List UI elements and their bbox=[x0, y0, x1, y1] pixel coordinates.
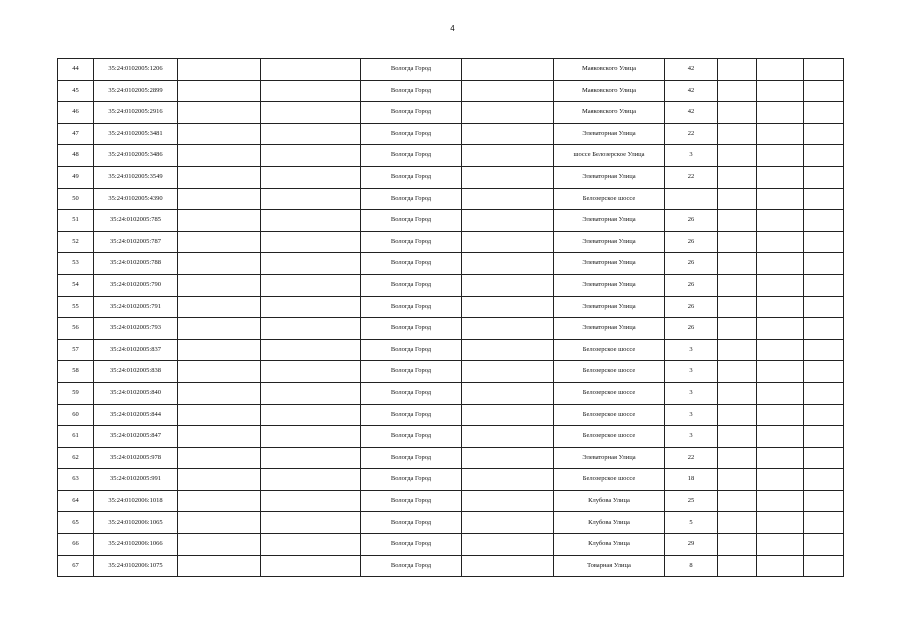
empty-cell bbox=[462, 512, 554, 534]
empty-cell bbox=[178, 296, 261, 318]
empty-cell bbox=[178, 166, 261, 188]
empty-cell bbox=[718, 318, 757, 340]
empty-cell bbox=[178, 231, 261, 253]
empty-cell bbox=[178, 102, 261, 124]
row-number-cell: 44 bbox=[58, 59, 94, 81]
street-cell: Маяковского Улица bbox=[554, 59, 665, 81]
street-cell: Элеваторная Улица bbox=[554, 274, 665, 296]
empty-cell bbox=[804, 253, 844, 275]
empty-cell bbox=[718, 361, 757, 383]
row-number-cell: 46 bbox=[58, 102, 94, 124]
empty-cell bbox=[757, 274, 804, 296]
empty-cell bbox=[804, 210, 844, 232]
empty-cell bbox=[462, 102, 554, 124]
street-cell: Элеваторная Улица bbox=[554, 296, 665, 318]
row-number-cell: 53 bbox=[58, 253, 94, 275]
empty-cell bbox=[757, 231, 804, 253]
street-cell: Белозерское шоссе bbox=[554, 469, 665, 491]
table-row bbox=[58, 166, 844, 188]
empty-cell bbox=[804, 361, 844, 383]
empty-cell bbox=[462, 555, 554, 577]
cadastral-number-cell: 35:24:0102005:978 bbox=[94, 447, 178, 469]
empty-cell bbox=[178, 253, 261, 275]
table-row bbox=[58, 145, 844, 167]
street-cell: шоссе Белозерское Улица bbox=[554, 145, 665, 167]
locality-cell: Вологда Город bbox=[361, 210, 462, 232]
empty-cell bbox=[261, 231, 361, 253]
locality-cell: Вологда Город bbox=[361, 382, 462, 404]
empty-cell bbox=[804, 382, 844, 404]
row-number-cell: 58 bbox=[58, 361, 94, 383]
row-number-cell: 56 bbox=[58, 318, 94, 340]
empty-cell bbox=[462, 534, 554, 556]
empty-cell bbox=[462, 145, 554, 167]
table-row bbox=[58, 426, 844, 448]
row-number-cell: 45 bbox=[58, 80, 94, 102]
street-cell: Элеваторная Улица bbox=[554, 318, 665, 340]
empty-cell bbox=[261, 382, 361, 404]
empty-cell bbox=[718, 188, 757, 210]
empty-cell bbox=[757, 447, 804, 469]
table-row bbox=[58, 447, 844, 469]
cadastral-number-cell: 35:24:0102005:840 bbox=[94, 382, 178, 404]
empty-cell bbox=[757, 555, 804, 577]
table-row bbox=[58, 512, 844, 534]
empty-cell bbox=[804, 145, 844, 167]
empty-cell bbox=[804, 123, 844, 145]
cadastral-number-cell: 35:24:0102005:4390 bbox=[94, 188, 178, 210]
locality-cell: Вологда Город bbox=[361, 59, 462, 81]
house-number-cell: 3 bbox=[665, 145, 718, 167]
locality-cell: Вологда Город bbox=[361, 469, 462, 491]
empty-cell bbox=[718, 296, 757, 318]
page-number: 4 bbox=[450, 24, 455, 33]
cadastral-table bbox=[57, 58, 844, 577]
cadastral-number-cell: 35:24:0102005:791 bbox=[94, 296, 178, 318]
empty-cell bbox=[178, 318, 261, 340]
empty-cell bbox=[804, 426, 844, 448]
locality-cell: Вологда Город bbox=[361, 534, 462, 556]
empty-cell bbox=[718, 59, 757, 81]
house-number-cell: 22 bbox=[665, 123, 718, 145]
empty-cell bbox=[261, 447, 361, 469]
empty-cell bbox=[261, 166, 361, 188]
row-number-cell: 64 bbox=[58, 490, 94, 512]
empty-cell bbox=[462, 253, 554, 275]
empty-cell bbox=[718, 404, 757, 426]
empty-cell bbox=[804, 318, 844, 340]
house-number-cell: 3 bbox=[665, 339, 718, 361]
empty-cell bbox=[718, 253, 757, 275]
empty-cell bbox=[804, 490, 844, 512]
empty-cell bbox=[718, 102, 757, 124]
empty-cell bbox=[757, 404, 804, 426]
empty-cell bbox=[757, 166, 804, 188]
row-number-cell: 67 bbox=[58, 555, 94, 577]
empty-cell bbox=[462, 490, 554, 512]
empty-cell bbox=[261, 404, 361, 426]
empty-cell bbox=[178, 512, 261, 534]
cadastral-number-cell: 35:24:0102006:1018 bbox=[94, 490, 178, 512]
empty-cell bbox=[804, 512, 844, 534]
empty-cell bbox=[261, 210, 361, 232]
street-cell: Товарная Улица bbox=[554, 555, 665, 577]
locality-cell: Вологда Город bbox=[361, 490, 462, 512]
table-body bbox=[58, 59, 844, 577]
street-cell: Элеваторная Улица bbox=[554, 166, 665, 188]
locality-cell: Вологда Город bbox=[361, 166, 462, 188]
cadastral-number-cell: 35:24:0102005:785 bbox=[94, 210, 178, 232]
empty-cell bbox=[178, 80, 261, 102]
street-cell: Элеваторная Улица bbox=[554, 447, 665, 469]
table-row bbox=[58, 318, 844, 340]
empty-cell bbox=[178, 210, 261, 232]
house-number-cell: 3 bbox=[665, 361, 718, 383]
empty-cell bbox=[178, 59, 261, 81]
house-number-cell: 26 bbox=[665, 296, 718, 318]
empty-cell bbox=[462, 469, 554, 491]
empty-cell bbox=[178, 555, 261, 577]
table-row bbox=[58, 188, 844, 210]
table-row bbox=[58, 274, 844, 296]
empty-cell bbox=[718, 123, 757, 145]
empty-cell bbox=[462, 210, 554, 232]
street-cell: Клубова Улица bbox=[554, 512, 665, 534]
table-row bbox=[58, 59, 844, 81]
empty-cell bbox=[804, 80, 844, 102]
locality-cell: Вологда Город bbox=[361, 426, 462, 448]
house-number-cell: 29 bbox=[665, 534, 718, 556]
cadastral-number-cell: 35:24:0102005:847 bbox=[94, 426, 178, 448]
locality-cell: Вологда Город bbox=[361, 361, 462, 383]
cadastral-number-cell: 35:24:0102005:3549 bbox=[94, 166, 178, 188]
empty-cell bbox=[178, 274, 261, 296]
empty-cell bbox=[178, 382, 261, 404]
cadastral-number-cell: 35:24:0102005:2899 bbox=[94, 80, 178, 102]
table-row bbox=[58, 404, 844, 426]
house-number-cell: 8 bbox=[665, 555, 718, 577]
house-number-cell bbox=[665, 188, 718, 210]
locality-cell: Вологда Город bbox=[361, 231, 462, 253]
house-number-cell: 26 bbox=[665, 231, 718, 253]
empty-cell bbox=[462, 361, 554, 383]
house-number-cell: 22 bbox=[665, 447, 718, 469]
cadastral-number-cell: 35:24:0102005:3481 bbox=[94, 123, 178, 145]
empty-cell bbox=[261, 512, 361, 534]
empty-cell bbox=[178, 123, 261, 145]
empty-cell bbox=[462, 318, 554, 340]
empty-cell bbox=[462, 382, 554, 404]
locality-cell: Вологда Город bbox=[361, 512, 462, 534]
table-row bbox=[58, 231, 844, 253]
table-row bbox=[58, 296, 844, 318]
street-cell: Белозерское шоссе bbox=[554, 188, 665, 210]
empty-cell bbox=[261, 102, 361, 124]
locality-cell: Вологда Город bbox=[361, 447, 462, 469]
locality-cell: Вологда Город bbox=[361, 145, 462, 167]
row-number-cell: 62 bbox=[58, 447, 94, 469]
empty-cell bbox=[718, 80, 757, 102]
row-number-cell: 47 bbox=[58, 123, 94, 145]
locality-cell: Вологда Город bbox=[361, 188, 462, 210]
locality-cell: Вологда Город bbox=[361, 296, 462, 318]
table-row bbox=[58, 102, 844, 124]
empty-cell bbox=[757, 339, 804, 361]
row-number-cell: 52 bbox=[58, 231, 94, 253]
empty-cell bbox=[178, 469, 261, 491]
row-number-cell: 51 bbox=[58, 210, 94, 232]
empty-cell bbox=[462, 231, 554, 253]
empty-cell bbox=[178, 404, 261, 426]
empty-cell bbox=[757, 80, 804, 102]
cadastral-number-cell: 35:24:0102005:2916 bbox=[94, 102, 178, 124]
empty-cell bbox=[261, 59, 361, 81]
row-number-cell: 57 bbox=[58, 339, 94, 361]
empty-cell bbox=[462, 59, 554, 81]
empty-cell bbox=[462, 404, 554, 426]
row-number-cell: 49 bbox=[58, 166, 94, 188]
empty-cell bbox=[718, 555, 757, 577]
table-row bbox=[58, 382, 844, 404]
empty-cell bbox=[261, 145, 361, 167]
empty-cell bbox=[718, 490, 757, 512]
house-number-cell: 3 bbox=[665, 426, 718, 448]
cadastral-number-cell: 35:24:0102005:790 bbox=[94, 274, 178, 296]
empty-cell bbox=[757, 534, 804, 556]
empty-cell bbox=[261, 361, 361, 383]
empty-cell bbox=[757, 318, 804, 340]
cadastral-number-cell: 35:24:0102005:3486 bbox=[94, 145, 178, 167]
empty-cell bbox=[804, 274, 844, 296]
house-number-cell: 26 bbox=[665, 274, 718, 296]
table-row bbox=[58, 490, 844, 512]
empty-cell bbox=[804, 534, 844, 556]
house-number-cell: 26 bbox=[665, 210, 718, 232]
street-cell: Клубова Улица bbox=[554, 534, 665, 556]
empty-cell bbox=[757, 210, 804, 232]
cadastral-number-cell: 35:24:0102005:1206 bbox=[94, 59, 178, 81]
locality-cell: Вологда Город bbox=[361, 555, 462, 577]
empty-cell bbox=[462, 123, 554, 145]
house-number-cell: 3 bbox=[665, 382, 718, 404]
locality-cell: Вологда Город bbox=[361, 123, 462, 145]
street-cell: Маяковского Улица bbox=[554, 80, 665, 102]
row-number-cell: 48 bbox=[58, 145, 94, 167]
row-number-cell: 50 bbox=[58, 188, 94, 210]
locality-cell: Вологда Город bbox=[361, 80, 462, 102]
empty-cell bbox=[718, 382, 757, 404]
cadastral-number-cell: 35:24:0102005:793 bbox=[94, 318, 178, 340]
empty-cell bbox=[178, 426, 261, 448]
empty-cell bbox=[718, 274, 757, 296]
empty-cell bbox=[178, 490, 261, 512]
empty-cell bbox=[757, 123, 804, 145]
empty-cell bbox=[261, 274, 361, 296]
empty-cell bbox=[261, 555, 361, 577]
empty-cell bbox=[261, 80, 361, 102]
cadastral-number-cell: 35:24:0102005:788 bbox=[94, 253, 178, 275]
street-cell: Элеваторная Улица bbox=[554, 253, 665, 275]
row-number-cell: 63 bbox=[58, 469, 94, 491]
house-number-cell: 18 bbox=[665, 469, 718, 491]
empty-cell bbox=[757, 59, 804, 81]
empty-cell bbox=[462, 339, 554, 361]
empty-cell bbox=[804, 296, 844, 318]
street-cell: Белозерское шоссе bbox=[554, 339, 665, 361]
empty-cell bbox=[718, 469, 757, 491]
table-row bbox=[58, 469, 844, 491]
house-number-cell: 42 bbox=[665, 80, 718, 102]
cadastral-number-cell: 35:24:0102005:991 bbox=[94, 469, 178, 491]
cadastral-number-cell: 35:24:0102006:1065 bbox=[94, 512, 178, 534]
empty-cell bbox=[757, 426, 804, 448]
empty-cell bbox=[718, 145, 757, 167]
empty-cell bbox=[718, 426, 757, 448]
empty-cell bbox=[178, 145, 261, 167]
empty-cell bbox=[261, 339, 361, 361]
table-row bbox=[58, 123, 844, 145]
locality-cell: Вологда Город bbox=[361, 274, 462, 296]
empty-cell bbox=[718, 339, 757, 361]
street-cell: Белозерское шоссе bbox=[554, 382, 665, 404]
locality-cell: Вологда Город bbox=[361, 102, 462, 124]
locality-cell: Вологда Город bbox=[361, 404, 462, 426]
table-row bbox=[58, 534, 844, 556]
empty-cell bbox=[804, 231, 844, 253]
street-cell: Элеваторная Улица bbox=[554, 210, 665, 232]
empty-cell bbox=[261, 426, 361, 448]
house-number-cell: 5 bbox=[665, 512, 718, 534]
empty-cell bbox=[718, 210, 757, 232]
house-number-cell: 25 bbox=[665, 490, 718, 512]
street-cell: Элеваторная Улица bbox=[554, 231, 665, 253]
empty-cell bbox=[261, 490, 361, 512]
empty-cell bbox=[462, 166, 554, 188]
empty-cell bbox=[804, 166, 844, 188]
empty-cell bbox=[757, 102, 804, 124]
row-number-cell: 55 bbox=[58, 296, 94, 318]
empty-cell bbox=[718, 447, 757, 469]
row-number-cell: 60 bbox=[58, 404, 94, 426]
empty-cell bbox=[178, 339, 261, 361]
empty-cell bbox=[261, 296, 361, 318]
empty-cell bbox=[757, 188, 804, 210]
row-number-cell: 66 bbox=[58, 534, 94, 556]
cadastral-number-cell: 35:24:0102006:1075 bbox=[94, 555, 178, 577]
empty-cell bbox=[462, 447, 554, 469]
empty-cell bbox=[757, 382, 804, 404]
empty-cell bbox=[804, 188, 844, 210]
empty-cell bbox=[804, 469, 844, 491]
empty-cell bbox=[757, 145, 804, 167]
empty-cell bbox=[462, 296, 554, 318]
empty-cell bbox=[804, 555, 844, 577]
empty-cell bbox=[757, 469, 804, 491]
empty-cell bbox=[462, 80, 554, 102]
empty-cell bbox=[804, 404, 844, 426]
table-row bbox=[58, 361, 844, 383]
empty-cell bbox=[261, 123, 361, 145]
empty-cell bbox=[261, 253, 361, 275]
empty-cell bbox=[718, 166, 757, 188]
table-row bbox=[58, 210, 844, 232]
house-number-cell: 26 bbox=[665, 318, 718, 340]
table-row bbox=[58, 253, 844, 275]
empty-cell bbox=[462, 274, 554, 296]
street-cell: Белозерское шоссе bbox=[554, 426, 665, 448]
empty-cell bbox=[718, 512, 757, 534]
empty-cell bbox=[718, 231, 757, 253]
street-cell: Белозерское шоссе bbox=[554, 404, 665, 426]
street-cell: Элеваторная Улица bbox=[554, 123, 665, 145]
table-row bbox=[58, 555, 844, 577]
empty-cell bbox=[178, 534, 261, 556]
empty-cell bbox=[804, 59, 844, 81]
empty-cell bbox=[804, 447, 844, 469]
street-cell: Клубова Улица bbox=[554, 490, 665, 512]
empty-cell bbox=[178, 188, 261, 210]
empty-cell bbox=[462, 426, 554, 448]
empty-cell bbox=[757, 512, 804, 534]
locality-cell: Вологда Город bbox=[361, 318, 462, 340]
cadastral-number-cell: 35:24:0102005:787 bbox=[94, 231, 178, 253]
house-number-cell: 3 bbox=[665, 404, 718, 426]
empty-cell bbox=[757, 253, 804, 275]
street-cell: Белозерское шоссе bbox=[554, 361, 665, 383]
cadastral-number-cell: 35:24:0102006:1066 bbox=[94, 534, 178, 556]
empty-cell bbox=[757, 361, 804, 383]
cadastral-number-cell: 35:24:0102005:837 bbox=[94, 339, 178, 361]
empty-cell bbox=[178, 361, 261, 383]
empty-cell bbox=[261, 534, 361, 556]
empty-cell bbox=[757, 490, 804, 512]
table-row bbox=[58, 339, 844, 361]
locality-cell: Вологда Город bbox=[361, 253, 462, 275]
empty-cell bbox=[718, 534, 757, 556]
empty-cell bbox=[261, 188, 361, 210]
street-cell: Маяковского Улица bbox=[554, 102, 665, 124]
empty-cell bbox=[757, 296, 804, 318]
empty-cell bbox=[261, 318, 361, 340]
cadastral-number-cell: 35:24:0102005:844 bbox=[94, 404, 178, 426]
empty-cell bbox=[462, 188, 554, 210]
table-row bbox=[58, 80, 844, 102]
locality-cell: Вологда Город bbox=[361, 339, 462, 361]
empty-cell bbox=[804, 102, 844, 124]
row-number-cell: 54 bbox=[58, 274, 94, 296]
row-number-cell: 61 bbox=[58, 426, 94, 448]
house-number-cell: 26 bbox=[665, 253, 718, 275]
row-number-cell: 65 bbox=[58, 512, 94, 534]
cadastral-number-cell: 35:24:0102005:838 bbox=[94, 361, 178, 383]
house-number-cell: 42 bbox=[665, 102, 718, 124]
empty-cell bbox=[178, 447, 261, 469]
house-number-cell: 22 bbox=[665, 166, 718, 188]
empty-cell bbox=[804, 339, 844, 361]
house-number-cell: 42 bbox=[665, 59, 718, 81]
row-number-cell: 59 bbox=[58, 382, 94, 404]
empty-cell bbox=[261, 469, 361, 491]
